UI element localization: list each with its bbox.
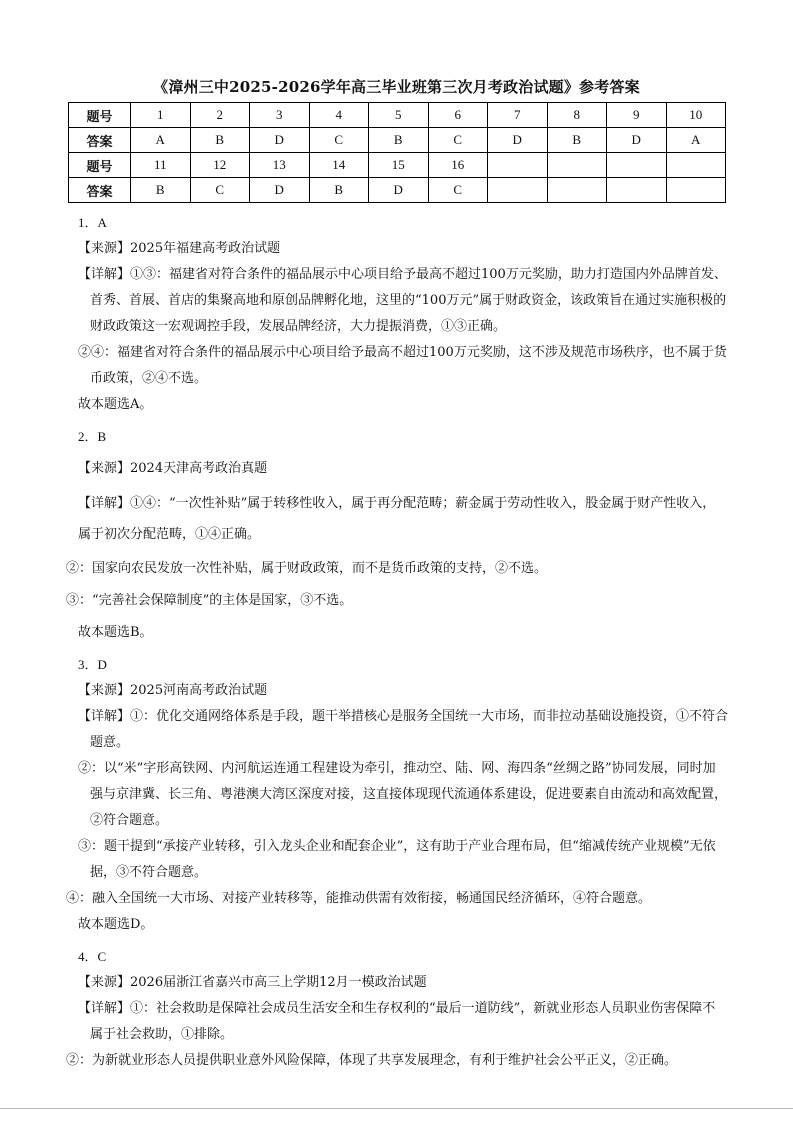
question-number: 5 bbox=[369, 103, 429, 128]
answer-cell: B bbox=[131, 178, 191, 203]
conclusion-line: 故本题选D。 bbox=[78, 917, 154, 932]
explanation-line: ②：为新就业形态人员提供职业意外风险保障，体现了共享发展理念，有利于维护社会公平正义，②正确。 bbox=[66, 1053, 678, 1068]
empty-cell bbox=[547, 178, 607, 203]
row-label-question: 题号 bbox=[69, 153, 131, 178]
question-number: 1 bbox=[131, 103, 191, 128]
question-heading: 2．B bbox=[78, 429, 107, 444]
question-heading: 1．A bbox=[78, 215, 107, 230]
empty-cell bbox=[666, 153, 726, 178]
explanation-line: 【详解】①④：“一次性补贴”属于转移性收入，属于再分配范畴；薪金属于劳动性收入，股金属于财产性收入，属于初次分配范畴，①④正确。 bbox=[78, 496, 716, 542]
question-number: 2 bbox=[190, 103, 250, 128]
question-number: 15 bbox=[369, 153, 429, 178]
empty-cell bbox=[666, 178, 726, 203]
explanation-line: ②：以“米”字形高铁网、内河航运连通工程建设为牵引，推动空、陆、网、海四条“丝绸之路”协同发展，同时加强与京津冀、长三角、粤港澳大湾区深度对接，这直接体现现代流通体系建设，促进要素自由流动和高效配置，②符合题意。 bbox=[78, 761, 728, 828]
answer-cell: C bbox=[428, 128, 488, 153]
question-number: 14 bbox=[309, 153, 369, 178]
answer-cell: A bbox=[666, 128, 726, 153]
question-number: 16 bbox=[428, 153, 488, 178]
page-bottom-divider bbox=[0, 1108, 793, 1109]
answer-cell: C bbox=[428, 178, 488, 203]
empty-cell bbox=[607, 153, 667, 178]
explanation-line: ④：融入全国统一大市场、对接产业转移等，能推动供需有效衔接，畅通国民经济循环，④符合题意。 bbox=[66, 891, 652, 906]
answer-cell: D bbox=[607, 128, 667, 153]
table-row bbox=[69, 128, 726, 153]
page-title: 《漳州三中2025-2026学年高三毕业班第三次月考政治试题》参考答案 bbox=[153, 78, 640, 96]
explanation-line: ③：题干提到“承接产业转移，引入龙头企业和配套企业”，这有助于产业合理布局，但“缩减传统产业规模”无依据，③不符合题意。 bbox=[78, 839, 716, 880]
answer-explanations bbox=[66, 210, 729, 1074]
question-number: 13 bbox=[250, 153, 310, 178]
answer-cell: B bbox=[309, 178, 369, 203]
question-number: 8 bbox=[547, 103, 607, 128]
explanation-line: ②：国家向农民发放一次性补贴，属于财政政策，而不是货币政策的支持，②不选。 bbox=[66, 561, 548, 576]
answer-cell: C bbox=[190, 178, 250, 203]
question-number: 3 bbox=[250, 103, 310, 128]
explanation-line: ③：“完善社会保障制度”的主体是国家，③不选。 bbox=[66, 593, 353, 608]
answer-cell: D bbox=[488, 128, 548, 153]
conclusion-line: 故本题选A。 bbox=[78, 397, 153, 412]
answer-cell: B bbox=[547, 128, 607, 153]
source-line: 【来源】2025年福建高考政治试题 bbox=[78, 241, 281, 256]
question-number: 6 bbox=[428, 103, 488, 128]
answer-table bbox=[68, 102, 726, 203]
empty-cell bbox=[488, 153, 548, 178]
empty-cell bbox=[607, 178, 667, 203]
table-row bbox=[69, 178, 726, 203]
answer-cell: D bbox=[250, 178, 310, 203]
answer-cell: B bbox=[190, 128, 250, 153]
answer-cell: B bbox=[369, 128, 429, 153]
row-label-answer: 答案 bbox=[69, 178, 131, 203]
question-number: 12 bbox=[190, 153, 250, 178]
row-label-question: 题号 bbox=[69, 103, 131, 128]
answer-cell: D bbox=[250, 128, 310, 153]
question-number: 4 bbox=[309, 103, 369, 128]
conclusion-line: 故本题选B。 bbox=[78, 625, 153, 640]
source-line: 【来源】2024天津高考政治真题 bbox=[78, 461, 268, 476]
table-row bbox=[69, 103, 726, 128]
explanation-line: 【详解】①③：福建省对符合条件的福品展示中心项目给予最高不超过100万元奖励，助力打造国内外品牌首发、首秀、首展、首店的集聚高地和原创品牌孵化地，这里的“100万元”属于财政资金，该政策旨在通过实施积极的财政政策这一宏观调控手段，发展品牌经济，大力提振消费，①③正确。 bbox=[78, 267, 727, 334]
table-row bbox=[69, 153, 726, 178]
answer-cell: D bbox=[369, 178, 429, 203]
question-number: 9 bbox=[607, 103, 667, 128]
question-heading: 4．C bbox=[78, 949, 107, 964]
question-number: 11 bbox=[131, 153, 191, 178]
question-number: 7 bbox=[488, 103, 548, 128]
answer-cell: A bbox=[131, 128, 191, 153]
question-heading: 3．D bbox=[78, 657, 107, 672]
explanation-line: 【详解】①：优化交通网络体系是手段，题干举措核心是服务全国统一大市场，而非拉动基础设施投资，①不符合题意。 bbox=[78, 709, 729, 750]
explanation-line: 【详解】①：社会救助是保障社会成员生活安全和生存权利的“最后一道防线”，新就业形态人员职业伤害保障不属于社会救助，①排除。 bbox=[78, 1001, 716, 1042]
source-line: 【来源】2026届浙江省嘉兴市高三上学期12月一模政治试题 bbox=[78, 975, 427, 990]
row-label-answer: 答案 bbox=[69, 128, 131, 153]
answer-cell: C bbox=[309, 128, 369, 153]
empty-cell bbox=[488, 178, 548, 203]
explanation-line: ②④：福建省对符合条件的福品展示中心项目给予最高不超过100万元奖励，这不涉及规范市场秩序，也不属于货币政策，②④不选。 bbox=[78, 345, 727, 386]
source-line: 【来源】2025河南高考政治试题 bbox=[78, 683, 268, 698]
empty-cell bbox=[547, 153, 607, 178]
question-number: 10 bbox=[666, 103, 726, 128]
